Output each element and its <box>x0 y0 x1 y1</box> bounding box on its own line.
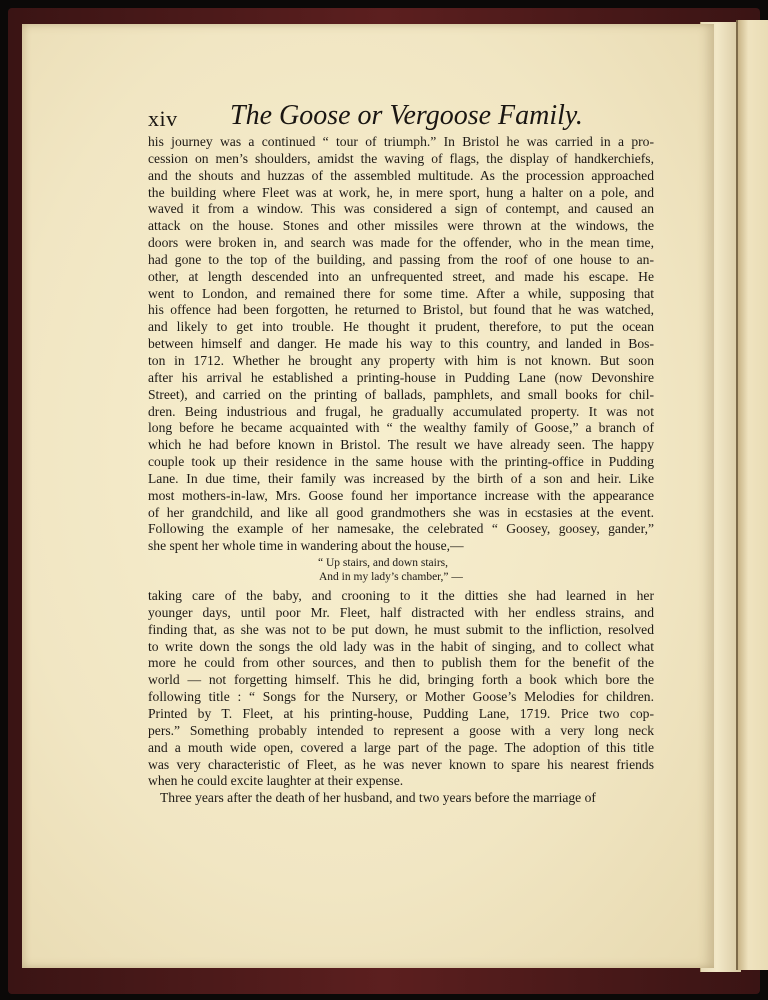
text-line: more he could from other sources, and then to publish them for the benefit of the <box>148 655 654 671</box>
text-line: most mothers-in-law, Mrs. Goose found her importance increase with the appearance <box>148 487 654 503</box>
text-line: she spent her whole time in wandering about the house,— <box>148 538 464 554</box>
text-line: ton in 1712. Whether he brought any property with him is not known. But soon <box>148 352 654 368</box>
text-line: waved it from a window. This was considered a sign of contempt, and caused an <box>148 201 654 217</box>
text-line: Lane. In due time, their family was increased by the birth of a son and heir. Like <box>148 470 654 486</box>
text-line: and a mouth wide open, covered a large part of the page. The adoption of this title <box>148 739 654 755</box>
text-line: Following the example of her namesake, the celebrated “ Goosey, goosey, gander,” <box>148 521 654 537</box>
body-text <box>148 134 654 807</box>
text-line: Three years after the death of her husband, and two years before the marriage of <box>160 790 596 806</box>
paragraph-next <box>148 790 654 807</box>
text-line: finding that, as she was not to be put down, he must submit to the infliction, resolved <box>148 621 654 637</box>
text-line: his offence had been forgotten, he returned to Bristol, but found that he was watched, <box>148 302 654 318</box>
text-line: taking care of the baby, and crooning to it the ditties she had learned in her <box>148 588 654 604</box>
text-line: the building where Fleet was at work, he, in mere sport, hung a halter on a pole, and <box>148 184 654 200</box>
text-line: his journey was a continued “ tour of triumph.” In Bristol he was carried in a pro- <box>148 134 654 149</box>
text-line: following title : “ Songs for the Nursery, or Mother Goose’s Melodies for children. <box>148 689 654 705</box>
verse-line: And in my lady’s chamber,” — <box>319 571 463 584</box>
text-line: of her grandchild, and like all good grandmothers she was in ecstasies at the event. <box>148 504 654 520</box>
text-line: which he had before known in Bristol. The result we have already seen. The happy <box>148 437 654 453</box>
text-line: younger days, until poor Mr. Fleet, half distracted with her endless strains, and <box>148 604 654 620</box>
text-line: world — not forgetting himself. This he did, bringing forth a book which bore the <box>148 672 654 688</box>
page-number: xiv <box>148 106 178 131</box>
text-line: and the shouts and huzzas of the assembled multitude. As the procession approached <box>148 167 654 183</box>
facing-page <box>736 20 768 970</box>
paragraph-before-verse <box>148 134 654 555</box>
text-line: and likely to get into trouble. He thought it prudent, therefore, to put the ocean <box>148 319 654 335</box>
verse-line: “ Up stairs, and down stairs, <box>318 557 448 570</box>
text-line: other, at length descended into an unfrequented street, and made his escape. He <box>148 268 654 284</box>
text-line: pers.” Something probably intended to represent a goose with a very long neck <box>148 722 654 738</box>
text-line: doors were broken in, and search was made for the offender, who in the mean time, <box>148 235 654 251</box>
text-line: after his arrival he established a printing-house in Pudding Lane (now Devonshire <box>148 369 654 385</box>
text-line: dren. Being industrious and frugal, he gradually accumulated property. It was not <box>148 403 654 419</box>
text-line: attack on the house. Stones and other missiles were thrown at the windows, the <box>148 218 654 234</box>
text-line: when he could excite laughter at their expense. <box>148 773 404 789</box>
text-line: was very characteristic of Fleet, as he was never known to spare his nearest friends <box>148 756 654 772</box>
text-line: went to London, and remained there for some time. After a while, supposing that <box>148 285 654 301</box>
paragraph-after-verse <box>148 588 654 790</box>
text-line: couple took up their residence in the same house with the printing-office in Pudding <box>148 454 654 470</box>
text-line: Printed by T. Fleet, at his printing-house, Pudding Lane, 1719. Price two cop- <box>148 706 654 721</box>
text-line: to write down the songs the old lady was in the habit of singing, and to collect what <box>148 638 654 654</box>
verse-quotation <box>148 556 654 584</box>
text-line: long before he became acquainted with “ the wealthy family of Goose,” a branch of <box>148 420 654 436</box>
running-title: The Goose or Vergoose Family. <box>230 100 583 131</box>
text-line: Street), and carried on the printing of ballads, pamphlets, and small books for chil- <box>148 386 654 402</box>
text-line: had gone to the top of the building, and passing from the roof of one house to an- <box>148 251 654 267</box>
text-line: between himself and danger. He made his way to this country, and landed in Bos- <box>148 336 654 352</box>
text-line: cession on men’s shoulders, amidst the waving of flags, the display of handkerchiefs, <box>148 150 654 166</box>
